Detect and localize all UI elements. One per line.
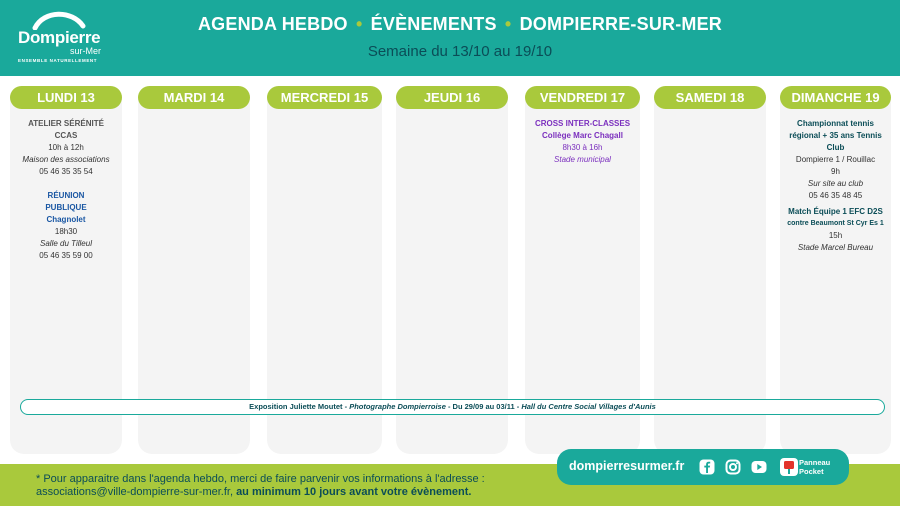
expo-location: Hall du Centre Social Villages d'Aunis (521, 402, 656, 411)
event-place: Salle du Tilleul (40, 239, 92, 248)
day-header: LUNDI 13 (10, 86, 122, 109)
event-time: 18h30 (54, 227, 78, 236)
week-range: Semaine du 13/10 au 19/10 (367, 43, 553, 60)
logo-tagline: ENSEMBLE NATURELLEMENT (18, 58, 98, 63)
logo-subname: sur-Mer (70, 46, 101, 56)
footer-note-line1: * Pour apparaitre dans l'agenda hebdo, merci de faire parvenir vos informations à l'adresse : (36, 473, 485, 485)
panneau-pocket-icon[interactable] (779, 457, 799, 477)
event-time: 9h (831, 167, 840, 176)
event-place: Stade Marcel Bureau (797, 243, 874, 252)
event-match-efc[interactable] (780, 206, 891, 254)
event-reunion-publique[interactable] (10, 190, 122, 262)
logo-arc-icon (32, 8, 86, 30)
social-links-bar (557, 449, 849, 485)
pp-line1: Panneau (799, 458, 831, 467)
event-atelier-serenite[interactable] (10, 118, 122, 178)
title-part-evenements: ÉVÈNEMENTS (370, 14, 497, 34)
title-part-agenda: AGENDA HEBDO (197, 14, 348, 34)
event-place: Sur site au club (807, 179, 864, 188)
event-detail: Dompierre 1 / Rouillac (795, 155, 876, 164)
expo-dates: - Du 29/09 au 03/11 - (445, 402, 522, 411)
event-title: RÉUNION PUBLIQUE Chagnolet (45, 191, 87, 224)
title-separator: • (355, 14, 363, 34)
expo-title: Exposition Juliette Moutet - (249, 402, 350, 411)
event-time: 15h (828, 231, 843, 240)
event-time: 8h30 à 16h (562, 143, 603, 152)
website-link[interactable]: dompierresurmer.fr (569, 459, 685, 473)
panneau-pocket-label (799, 458, 830, 476)
event-place: Stade municipal (554, 155, 611, 164)
youtube-icon[interactable] (751, 459, 767, 475)
event-championnat-tennis[interactable] (780, 118, 891, 202)
day-header: JEUDI 16 (396, 86, 508, 109)
event-title: CROSS INTER-CLASSES (534, 119, 631, 128)
day-events (10, 118, 122, 274)
event-phone: 05 46 35 35 54 (39, 167, 93, 176)
title-part-town: DOMPIERRE-SUR-MER (519, 14, 723, 34)
event-cross-inter-classes[interactable] (525, 118, 640, 166)
event-place: Maison des associations (22, 155, 110, 164)
day-header: SAMEDI 18 (654, 86, 766, 109)
event-title: Championnat tennis régional + 35 ans Tennis Club (789, 119, 882, 152)
footer-deadline: au minimum 10 jours avant votre évènement. (236, 486, 472, 498)
expo-artist: Photographe Dompierroise (349, 402, 446, 411)
day-header: VENDREDI 17 (525, 86, 640, 109)
page-title (160, 14, 760, 35)
day-header: MARDI 14 (138, 86, 250, 109)
footer-note (36, 473, 556, 499)
event-subtitle: Collège Marc Chagall (542, 131, 623, 140)
pp-line2: Pocket (799, 467, 824, 476)
event-title: Match Équipe 1 EFC D2S (788, 207, 883, 216)
day-events (780, 118, 891, 266)
title-separator: • (504, 14, 512, 34)
event-subtitle: contre Beaumont St Cyr Es 1 (787, 220, 884, 227)
event-phone: 05 46 35 59 00 (39, 251, 93, 260)
header-banner (0, 0, 900, 76)
instagram-icon[interactable] (725, 459, 741, 475)
footer-email[interactable]: associations@ville-dompierre-sur-mer.fr, (36, 486, 237, 498)
day-header: DIMANCHE 19 (780, 86, 891, 109)
footer-note-line2 (36, 486, 556, 499)
logo-name: Dompierre (18, 28, 101, 47)
event-title: ATELIER SÉRÉNITÉ CCAS (28, 119, 104, 140)
dompierre-logo[interactable] (12, 6, 112, 66)
event-time: 10h à 12h (48, 143, 84, 152)
event-phone: 05 46 35 48 45 (808, 191, 863, 200)
facebook-icon[interactable] (699, 459, 715, 475)
day-events (525, 118, 640, 178)
exposition-banner[interactable] (20, 399, 885, 415)
day-header: MERCREDI 15 (267, 86, 382, 109)
